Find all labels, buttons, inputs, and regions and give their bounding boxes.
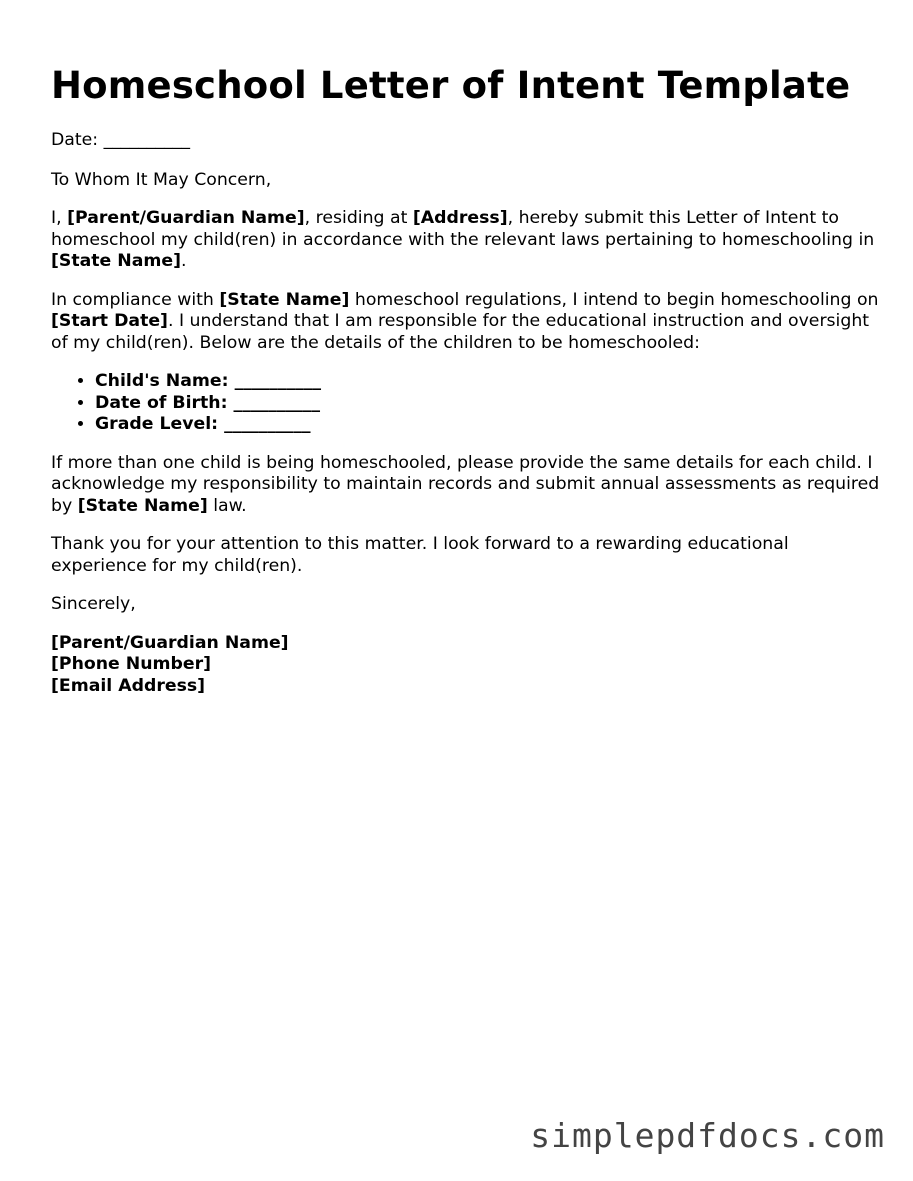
text-segment: homeschool regulations, I intend to begin homeschooling on — [349, 289, 879, 310]
records-paragraph — [51, 453, 881, 518]
signature-email: [Email Address] — [51, 675, 206, 696]
text-segment: If more than one child is being homeschooled, please provide the same details for each child. I acknowledge my responsibility to maintain records and submit annual assessments as required by — [51, 452, 880, 516]
thank-you-paragraph: Thank you for your attention to this matter. I look forward to a rewarding educational experience for my child(ren). — [51, 534, 789, 576]
text-segment: In compliance with — [51, 289, 220, 310]
document-title: Homeschool Letter of Intent Template — [51, 64, 851, 107]
date-of-birth-label: Date of Birth: — [95, 392, 228, 413]
state-name-placeholder: [State Name] — [51, 251, 182, 271]
intent-paragraph — [51, 208, 881, 273]
date-blank: __________ — [103, 130, 191, 150]
date-label: Date: — [51, 130, 99, 150]
site-watermark: simplepdfdocs.com — [530, 1116, 885, 1155]
text-segment: I, — [51, 208, 68, 228]
compliance-paragraph — [51, 290, 881, 355]
signature-name: [Parent/Guardian Name] — [51, 632, 289, 653]
list-item — [95, 393, 881, 415]
child-name-label: Child's Name: — [95, 371, 229, 391]
signature-phone: [Phone Number] — [51, 654, 212, 674]
child-name-blank: __________ — [234, 371, 321, 391]
text-segment: law. — [207, 495, 247, 516]
list-item — [95, 371, 881, 393]
date-line — [51, 130, 881, 152]
salutation: To Whom It May Concern, — [51, 169, 272, 190]
text-segment: . I understand that I am responsible for the educational instruction and oversight of my child(ren). Below are the details of the children to be homeschooled: — [51, 311, 870, 353]
closing: Sincerely, — [51, 594, 136, 614]
list-item — [95, 414, 881, 436]
grade-level-blank: __________ — [224, 414, 311, 434]
parent-name-placeholder: [Parent/Guardian Name] — [67, 208, 305, 228]
start-date-placeholder: [Start Date] — [51, 311, 168, 331]
text-segment: . — [181, 251, 187, 271]
state-name-placeholder: [State Name] — [77, 495, 208, 516]
date-of-birth-blank: __________ — [233, 392, 320, 413]
state-name-placeholder: [State Name] — [219, 289, 350, 310]
text-segment: , residing at — [304, 208, 413, 228]
address-placeholder: [Address] — [412, 208, 508, 228]
signature-block — [51, 633, 881, 698]
child-details-list — [51, 371, 881, 436]
text-segment: , hereby submit this Letter of Intent to homeschool my child(ren) in accordance with the relevant laws pertaining to homeschooling in — [51, 208, 875, 250]
grade-level-label: Grade Level: — [95, 414, 219, 434]
letter-document — [51, 62, 881, 697]
